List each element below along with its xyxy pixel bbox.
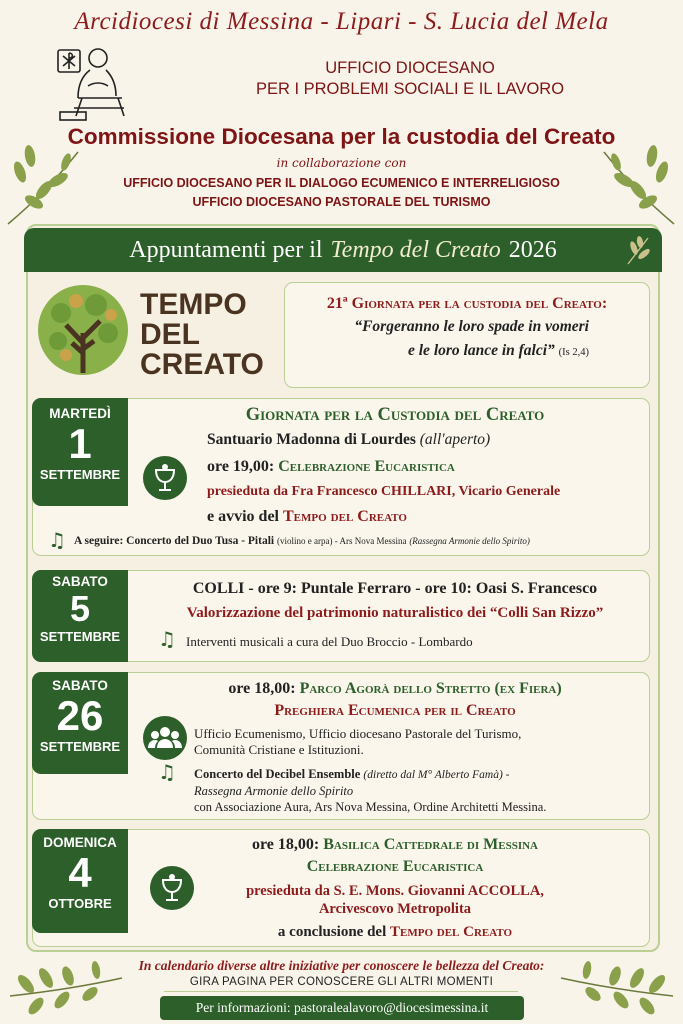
turn-page-note: GIRA PAGINA PER CONOSCERE GLI ALTRI MOMENTI <box>189 976 494 988</box>
event-4-place: Basilica Cattedrale di Messina <box>323 836 539 853</box>
event-day: SABATO <box>52 678 108 693</box>
event-3-time: ore 18,00: <box>228 680 296 697</box>
banner <box>24 228 662 272</box>
logo-line-1: TEMPO <box>140 288 247 321</box>
event-1-time: ore 19,00: <box>207 458 275 475</box>
giornata-21-box <box>284 282 650 388</box>
logo-line-3: CREATO <box>140 348 264 381</box>
event-3-associations: con Associazione Aura, Ars Nova Messina, Ordine Architetti Messina. <box>194 800 547 814</box>
quote-line-2 <box>285 339 589 365</box>
event-1-place-line <box>207 431 490 449</box>
event-3-rassegna: Rassegna Armonie dello Spirito <box>194 784 354 798</box>
event-2-subtitle: Valorizzazione del patrimonio naturalistico dei “Colli San Rizzo” <box>186 605 604 621</box>
tree-logo-icon <box>36 283 130 377</box>
logo-line-2: DEL <box>140 318 200 351</box>
event-1-concert <box>74 535 648 547</box>
event-4-concl-highlight: Tempo del Creato <box>390 924 513 940</box>
music-note-icon: ♫ <box>158 760 176 784</box>
event-3-concert <box>194 766 546 815</box>
event-4-conclusion <box>140 924 650 941</box>
office-line-2: PER I PROBLEMI SOCIALI E IL LAVORO <box>255 80 565 98</box>
leaf-sprig-icon <box>624 234 654 266</box>
partner-office-2: UFFICIO DIOCESANO PASTORALE DEL TURISMO <box>192 195 491 209</box>
tempo-del-creato-logo-text <box>140 290 280 380</box>
banner-script: Tempo del Creato <box>330 236 501 263</box>
event-1-concert-italic: (Rassegna Armonie dello Spirito) <box>409 536 530 546</box>
event-3-concert-director: (diretto dal M° Alberto Famà) - <box>363 769 510 781</box>
event-1-avvio-line <box>207 508 407 526</box>
event-3-place: Parco Agorà dello Stretto (ex Fiera) <box>299 680 562 697</box>
event-4-title <box>140 836 650 854</box>
divider <box>164 991 518 992</box>
chalice-icon <box>143 456 187 500</box>
event-day: DOMENICA <box>43 835 117 850</box>
quote-line-2-text: e le loro lance in falci” <box>408 342 555 359</box>
event-1-place: Santuario Madonna di Lourdes <box>207 431 416 448</box>
event-1-concert-small: (violino e arpa) - Ars Nova Messina <box>276 536 407 546</box>
banner-prefix: Appuntamenti per il <box>129 236 323 263</box>
event-4-concl-prefix: a conclusione del <box>277 924 387 940</box>
event-4-celebration: Celebrazione Eucaristica <box>306 858 484 875</box>
partner-office-1: UFFICIO DIOCESANO PER IL DIALOGO ECUMENICO E INTERRELIGIOSO <box>123 176 560 190</box>
archdiocese-title: Arcidiocesi di Messina - Lipari - S. Lucia del Mela <box>74 8 609 35</box>
event-1-celebration: Celebrazione Eucaristica <box>278 458 455 475</box>
leaf-branch-icon <box>557 956 677 1020</box>
event-3-organizers <box>194 726 521 758</box>
collaboration-label: in collaborazione con <box>276 156 407 170</box>
event-month: SETTEMBRE <box>39 467 121 482</box>
calendar-note: In calendario diverse altre iniziative per conoscere le bellezza del Creato: <box>138 958 545 973</box>
event-number: 26 <box>56 692 104 739</box>
info-email[interactable]: pastoralealavoro@diocesimessina.it <box>293 1000 489 1015</box>
event-date-1 <box>32 398 128 506</box>
event-number: 4 <box>68 849 92 896</box>
event-3-subtitle: Preghiera Ecumenica per il Creato <box>274 702 516 719</box>
event-3-concert-line <box>194 766 546 783</box>
event-4-presided <box>140 882 650 918</box>
event-date-3 <box>32 672 128 774</box>
event-3-title <box>140 680 650 698</box>
worker-chi-rho-icon <box>54 42 134 124</box>
event-1-concert-prefix: A seguire: Concerto del Duo Tusa - Pitali <box>74 535 275 547</box>
event-1-presided: presieduta da Fra Francesco CHILLARI, Vicario Generale <box>207 484 561 499</box>
giornata-21-title: 21ª Giornata per la custodia del Creato: <box>326 295 608 312</box>
event-month: SETTEMBRE <box>39 739 121 754</box>
event-1-avvio-highlight: Tempo del Creato <box>283 508 407 525</box>
event-4-presided-1: presieduta da S. E. Mons. Giovanni ACCOLLA, <box>246 883 544 899</box>
people-group-icon <box>143 716 187 760</box>
quote-line-1: “Forgeranno le loro spade in vomeri <box>354 318 589 335</box>
event-day: MARTEDÌ <box>49 406 111 421</box>
info-label: Per informazioni: <box>195 1000 291 1015</box>
event-1-place-note: (all'aperto) <box>419 431 491 448</box>
leaf-branch-icon <box>6 956 126 1020</box>
event-number: 5 <box>69 588 91 629</box>
event-2-title: COLLI - ore 9: Puntale Ferraro - ore 10: Oasi S. Francesco <box>192 580 598 597</box>
event-month: SETTEMBRE <box>39 629 121 644</box>
event-3-org-2: Comunità Cristiane e Istituzioni. <box>194 742 364 757</box>
leaf-branch-icon <box>4 132 82 228</box>
event-date-2 <box>32 570 128 662</box>
event-4-time: ore 18,00: <box>251 836 320 853</box>
event-4-presided-2: Arcivescovo Metropolita <box>318 901 472 917</box>
event-month: OTTOBRE <box>48 896 112 911</box>
music-note-icon: ♫ <box>158 627 176 651</box>
quote-reference: (Is 2,4) <box>558 347 589 358</box>
event-number: 1 <box>68 420 92 467</box>
office-title <box>200 58 620 100</box>
event-3-org-1: Ufficio Ecumenismo, Ufficio diocesano Pastorale del Turismo, <box>194 726 522 741</box>
event-2-music: Interventi musicali a cura del Duo Broccio - Lombardo <box>186 634 473 649</box>
event-day: SABATO <box>52 574 108 589</box>
office-line-1: UFFICIO DIOCESANO <box>325 59 495 77</box>
music-note-icon: ♫ <box>48 528 66 552</box>
banner-year: 2026 <box>508 236 557 263</box>
giornata-21-quote <box>285 315 649 365</box>
info-bar <box>160 996 524 1020</box>
partner-offices <box>0 174 683 212</box>
leaf-branch-icon <box>600 132 678 228</box>
event-1-title: Giornata per la Custodia del Creato <box>245 405 545 425</box>
event-3-concert-name: Concerto del Decibel Ensemble <box>194 767 361 781</box>
event-1-time-line <box>207 458 455 476</box>
event-1-avvio-prefix: e avvio del <box>207 508 279 525</box>
event-date-4 <box>32 829 128 933</box>
commission-title: Commissione Diocesana per la custodia del Creato <box>67 124 616 149</box>
